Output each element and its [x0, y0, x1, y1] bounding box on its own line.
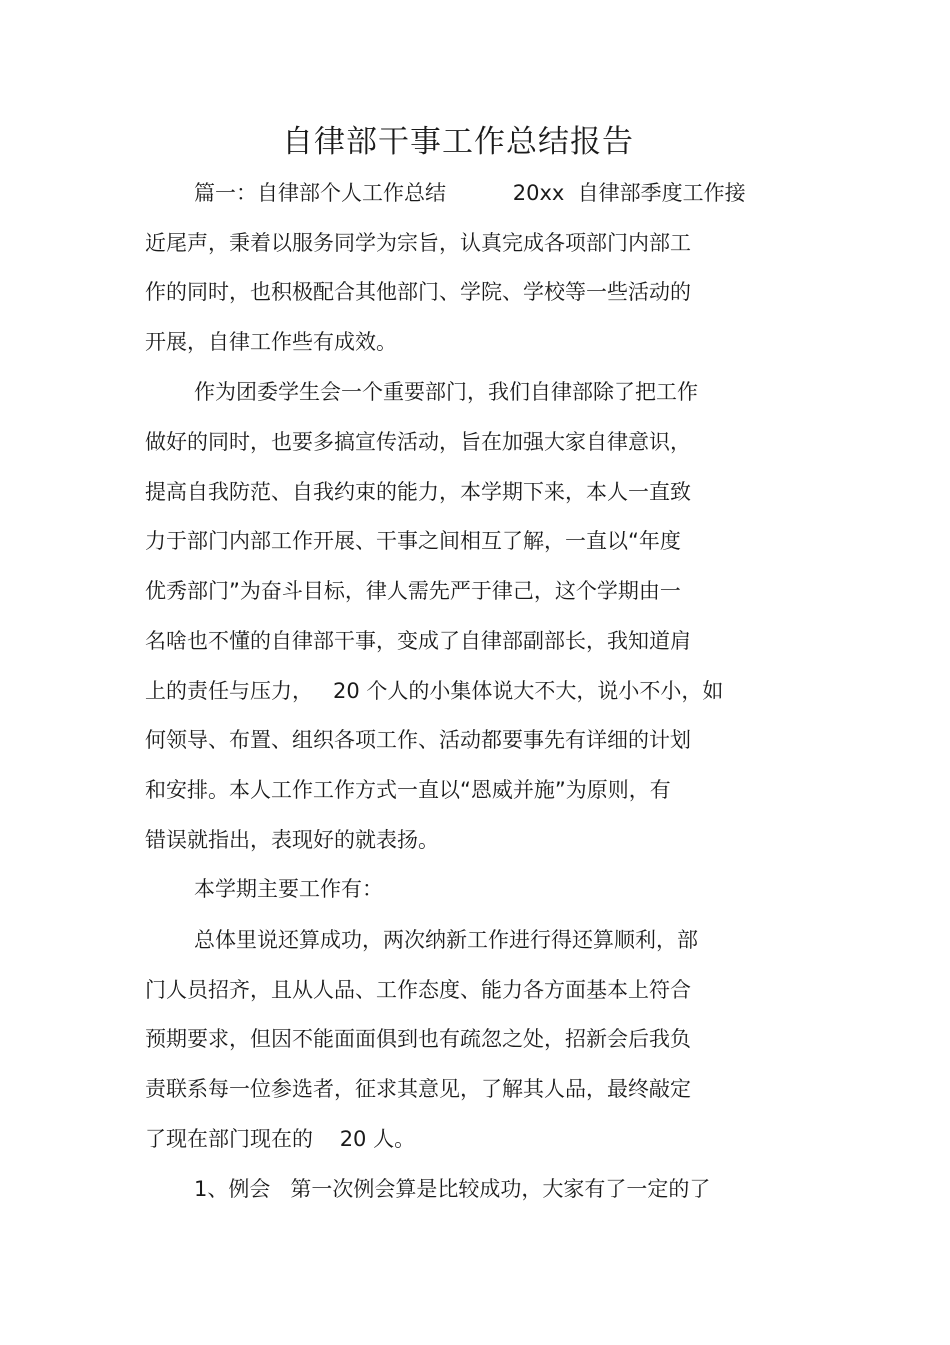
paragraph-line: 错误就指出，表现好的就表扬。	[145, 828, 439, 852]
paragraph-line: 优秀部门”为奋斗目标，律人需先严于律己，这个学期由一	[145, 579, 681, 603]
paragraph-line: 力于部门内部工作开展、干事之间相互了解，一直以“年度	[145, 529, 681, 553]
paragraph-line: 1、例会 第一次例会算是比较成功，大家有了一定的了	[194, 1177, 711, 1201]
paragraph-line: 本学期主要工作有：	[194, 877, 383, 901]
paragraph-line: 门人员招齐，且从人品、工作态度、能力各方面基本上符合	[145, 978, 691, 1002]
paragraph-line: 作的同时，也积极配合其他部门、学院、学校等一些活动的	[145, 280, 691, 304]
paragraph-line: 总体里说还算成功，两次纳新工作进行得还算顺利，部	[194, 928, 698, 952]
paragraph-line: 责联系每一位参选者，征求其意见，了解其人品，最终敲定	[145, 1077, 691, 1101]
document-title: 自律部干事工作总结报告	[282, 124, 634, 160]
paragraph-line: 何领导、布置、组织各项工作、活动都要事先有详细的计划	[145, 728, 691, 752]
paragraph-line: 作为团委学生会一个重要部门，我们自律部除了把工作	[194, 380, 698, 404]
paragraph-line: 做好的同时，也要多搞宣传活动，旨在加强大家自律意识，	[145, 430, 691, 454]
paragraph-line: 了现在部门现在的 20 人。	[145, 1127, 416, 1151]
paragraph-line: 开展，自律工作些有成效。	[145, 330, 397, 354]
paragraph-line: 上的责任与压力， 20 个人的小集体说大不大，说小不小，如	[145, 679, 724, 703]
paragraph-line: 提高自我防范、自我约束的能力，本学期下来，本人一直致	[145, 480, 691, 504]
paragraph-line: 篇一：自律部个人工作总结 20xx 自律部季度工作接	[194, 181, 746, 205]
paragraph-line: 和安排。本人工作工作方式一直以“恩威并施”为原则，有	[145, 778, 671, 802]
paragraph-line: 名啥也不懂的自律部干事，变成了自律部副部长，我知道肩	[145, 629, 691, 653]
paragraph-line: 近尾声，秉着以服务同学为宗旨，认真完成各项部门内部工	[145, 231, 691, 255]
paragraph-line: 预期要求，但因不能面面俱到也有疏忽之处，招新会后我负	[145, 1027, 691, 1051]
